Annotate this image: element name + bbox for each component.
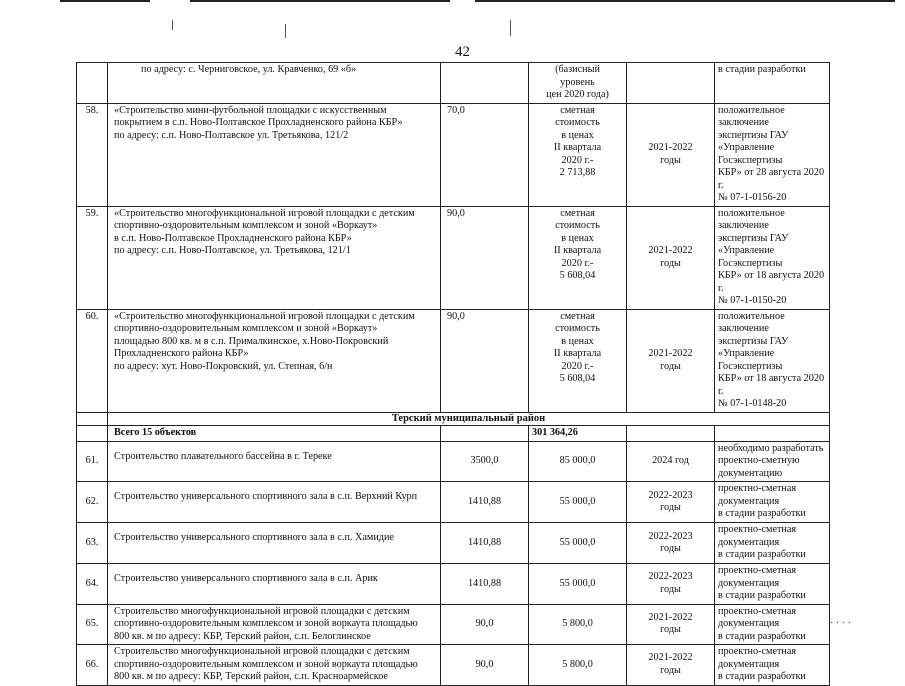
object-area: 3500,0 — [441, 441, 529, 482]
object-status: в стадии разработки — [715, 63, 830, 104]
total-label: Всего 15 объектов — [108, 426, 441, 442]
object-cost: 55 000,0 — [529, 523, 627, 564]
table-row — [77, 482, 830, 523]
object-years: 2022-2023 годы — [627, 482, 715, 523]
scan-mark — [510, 20, 511, 36]
object-cost: (базисный уровень цен 2020 года) — [529, 63, 627, 104]
object-cost: сметная стоимость в ценах II квартала 2020 г.- 5 608,04 — [529, 309, 627, 412]
table-row — [77, 441, 830, 482]
object-cost: 5 800,0 — [529, 645, 627, 686]
page-number: 42 — [455, 44, 470, 60]
region-row — [77, 412, 830, 426]
scan-artifact: · · · · — [830, 618, 851, 629]
object-cost: сметная стоимость в ценах II квартала 2020 г.- 5 608,04 — [529, 206, 627, 309]
object-years — [627, 63, 715, 104]
object-name: Строительство универсального спортивного зала в с.п. Хамидие — [108, 523, 441, 564]
object-status: положительное заключение экспертизы ГАУ «Управление Госэкспертизы КБР» от 18 августа 2020 г. № 07-1-0150-20 — [715, 206, 830, 309]
table-row — [77, 63, 830, 104]
table-row — [77, 523, 830, 564]
row-number: 61. — [77, 441, 108, 482]
object-status: проектно-сметная документация в стадии разработки — [715, 482, 830, 523]
object-name: «Строительство многофункциональной игровой площадки с детским спортивно-оздоровительным комплексом и зоной «Воркаут» площадью 800 кв. м в с.п. Прималкинское, х.Ново-Покровский Прохладненского района КБР» по адресу: хут. Ново-Покровский, ул. Степная, 6/н — [108, 309, 441, 412]
total-row — [77, 426, 830, 442]
region-title: Терский муниципальный район — [108, 412, 830, 426]
object-years: 2021-2022 годы — [627, 309, 715, 412]
table-row — [77, 645, 830, 686]
table-row — [77, 309, 830, 412]
object-area: 70,0 — [441, 103, 529, 206]
top-border-middle — [190, 0, 450, 2]
objects-table — [76, 62, 830, 686]
object-area: 1410,88 — [441, 523, 529, 564]
object-name: Строительство многофункциональной игровой площадки с детским спортивно-оздоровительным комплексом и зоной воркаута площадью 800 кв. м по адресу: КБР, Терский район, с.п. Белоглинское — [108, 604, 441, 645]
object-status: проектно-сметная документация в стадии разработки — [715, 564, 830, 605]
object-name: «Строительство мини-футбольной площадки с искусственным покрытием в с.п. Ново-Полтавское Прохладненского района КБР» по адресу: с.п. Ново-Полтавское ул. Третьякова, 121/2 — [108, 103, 441, 206]
object-years: 2021-2022 годы — [627, 645, 715, 686]
table-row — [77, 604, 830, 645]
object-area: 90,0 — [441, 604, 529, 645]
object-name: по адресу: с. Черниговское, ул. Кравченко, 69 «б» — [108, 63, 441, 104]
object-area: 90,0 — [441, 309, 529, 412]
object-cost: 55 000,0 — [529, 564, 627, 605]
object-years: 2021-2022 годы — [627, 206, 715, 309]
object-status: проектно-сметная документация в стадии разработки — [715, 523, 830, 564]
total-value: 301 364,26 — [529, 426, 627, 442]
row-number: 59. — [77, 206, 108, 309]
table-row — [77, 564, 830, 605]
object-area: 1410,88 — [441, 564, 529, 605]
object-status: положительное заключение экспертизы ГАУ «Управление Госэкспертизы КБР» от 18 августа 2020 г. № 07-1-0148-20 — [715, 309, 830, 412]
object-years: 2024 год — [627, 441, 715, 482]
object-name: Строительство многофункциональной игровой площадки с детским спортивно-оздоровительным комплексом и зоной воркаута площадью 800 кв. м по адресу: КБР, Терский район, с.п. Красноармейское — [108, 645, 441, 686]
object-status: проектно-сметная документация в стадии разработки — [715, 645, 830, 686]
row-number: 66. — [77, 645, 108, 686]
object-area: 90,0 — [441, 645, 529, 686]
object-status: проектно-сметная документация в стадии разработки — [715, 604, 830, 645]
scan-mark — [172, 20, 173, 30]
object-status: необходимо разработать проектно-сметную документацию — [715, 441, 830, 482]
row-number: 58. — [77, 103, 108, 206]
object-name: Строительство универсального спортивного зала в с.п. Арик — [108, 564, 441, 605]
top-border-left — [60, 0, 150, 2]
row-number — [77, 63, 108, 104]
object-name: Строительство плавательного бассейна в г. Тереке — [108, 441, 441, 482]
object-area: 90,0 — [441, 206, 529, 309]
object-cost: 5 800,0 — [529, 604, 627, 645]
object-cost: сметная стоимость в ценах II квартала 2020 г.- 2 713,88 — [529, 103, 627, 206]
object-status: положительное заключение экспертизы ГАУ «Управление Госэкспертизы КБР» от 28 августа 2020 г. № 07-1-0156-20 — [715, 103, 830, 206]
object-years: 2021-2022 годы — [627, 103, 715, 206]
object-name: «Строительство многофункциональной игровой площадки с детским спортивно-оздоровительным комплексом и зоной «Воркаут» в с.п. Ново-Полтавское Прохладненского района КБР» по адресу: с.п. Ново-Полтавское, ул. Третьякова, 121/1 — [108, 206, 441, 309]
object-years: 2022-2023 годы — [627, 564, 715, 605]
object-cost: 55 000,0 — [529, 482, 627, 523]
object-area: 1410,88 — [441, 482, 529, 523]
row-number: 63. — [77, 523, 108, 564]
row-number: 64. — [77, 564, 108, 605]
object-area — [441, 63, 529, 104]
object-cost: 85 000,0 — [529, 441, 627, 482]
scan-mark — [285, 24, 286, 38]
object-years: 2022-2023 годы — [627, 523, 715, 564]
row-number: 65. — [77, 604, 108, 645]
top-border-right — [475, 0, 895, 2]
table-row — [77, 103, 830, 206]
object-name: Строительство универсального спортивного зала в с.п. Верхний Курп — [108, 482, 441, 523]
row-number: 60. — [77, 309, 108, 412]
row-number: 62. — [77, 482, 108, 523]
object-years: 2021-2022 годы — [627, 604, 715, 645]
table-row — [77, 206, 830, 309]
